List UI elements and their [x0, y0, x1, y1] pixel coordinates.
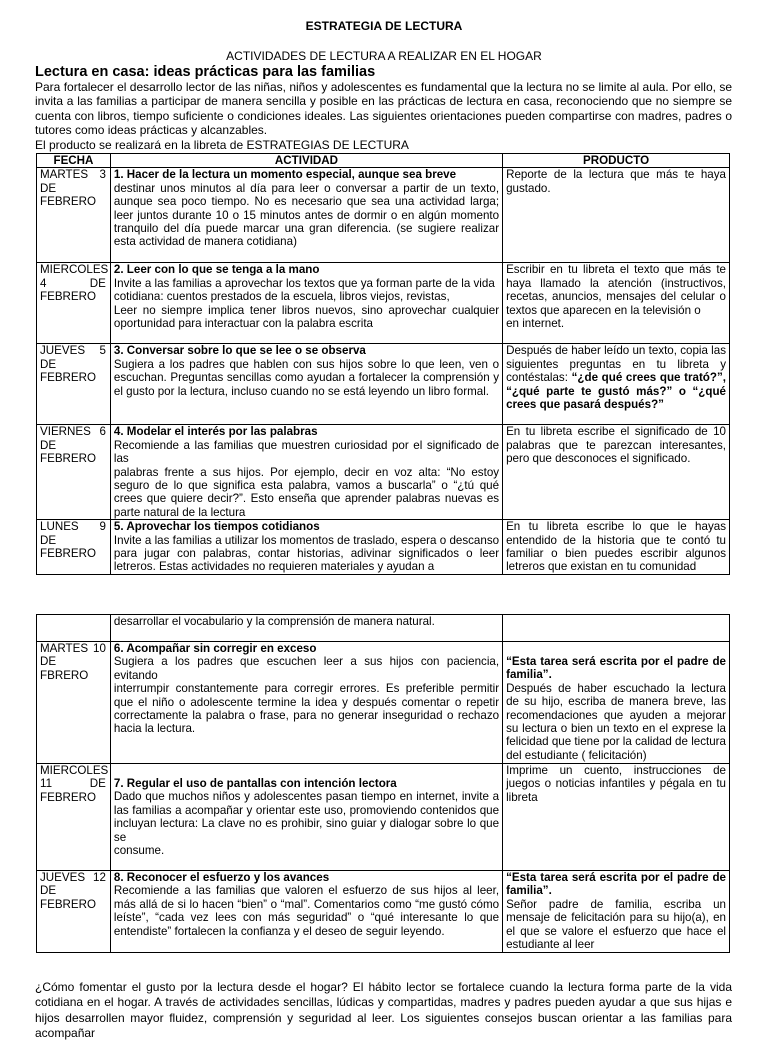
row-date: VIERNES 6 DE FEBRERO [37, 425, 111, 520]
activity-title: 7. Regular el uso de pantallas con intención lectora [113, 777, 397, 790]
product-parent-note: “Esta tarea será escrita por el padre de familia”. [506, 655, 726, 682]
closing-paragraph: ¿Cómo fomentar el gusto por la lectura desde el hogar? El hábito lector se fortalece cuando la lectura forma parte de la vida cotidiana en el hogar. A través de actividades sencillas, lúdicas y compartidas, madres y padres pueden ayudar a que sus hijas e hijos desarrollen mayor fluidez, comprensión y seguridad al leer. Los siguientes consejos buscan orientar a las familias para acompañar [35, 980, 732, 1040]
activity-title: 6. Acompañar sin corregir en exceso [113, 642, 317, 655]
header-product: PRODUCTO [503, 154, 730, 168]
product-text: Escribir en tu libreta el texto que más te haya llamado la atención (instructivos, recetas, anuncios, mensajes del celular o textos que aparecen en la televisión o [506, 263, 726, 317]
row-activity [110, 168, 502, 263]
table-row [37, 520, 730, 575]
activity-text: consume. [113, 844, 165, 858]
table-row [37, 642, 730, 764]
product-note: El producto se realizará en la libreta de ESTRATEGIAS DE LECTURA [35, 138, 409, 152]
activities-table [36, 153, 730, 575]
document-subtitle: ACTIVIDADES DE LECTURA A REALIZAR EN EL HOGAR [226, 49, 542, 63]
row-date: MARTES 10 DE FBRERO [37, 642, 111, 764]
activity-text: Invite a las familias a utilizar los momentos de traslado, espera o descanso para jugar con palabras, contar historias, adivinar significados o leer letreros. Estas actividades no requieren materiales y ayudan a [113, 533, 500, 574]
row-activity [110, 764, 502, 871]
row-activity [110, 520, 502, 575]
row-activity [110, 425, 502, 520]
row-date: MIERCOLES 11 DE FEBRERO [37, 764, 111, 871]
activity-title: 2. Leer con lo que se tenga a la mano [113, 263, 320, 277]
product-text: Imprime un cuento, instrucciones de juegos o noticias infantiles y pégala en tu libreta [506, 764, 726, 804]
row-date: MIERCOLES 4 DE FEBRERO [37, 263, 111, 344]
section-heading: Lectura en casa: ideas prácticas para las familias [35, 64, 376, 80]
activity-text: Sugiera a los padres que hablen con sus hijos sobre lo que leen, ven o escuchan. Preguntas sencillas como ayudan a fortalecer la comprensión y el gusto por la lectura, incluso cuando no se está leyendo un libro formal. [113, 357, 500, 398]
activity-text: cotidiana: cuentos prestados de la escuela, libros viejos, revistas, [113, 290, 450, 304]
product-text: en internet. [506, 317, 565, 331]
row-date: JUEVES 5 DE FEBRERO [37, 344, 111, 425]
activity-title: 5. Aprovechar los tiempos cotidianos [113, 520, 320, 534]
row-product [503, 615, 730, 642]
document-title: ESTRATEGIA DE LECTURA [305, 19, 463, 33]
row-date: MARTES 3 DE FEBRERO [37, 168, 111, 263]
activity-text: Dado que muchos niños y adolescentes pasan tiempo en internet, invite a las familias a acompañar y orientar este uso, promoviendo contenidos que incluyan lectura: La clave no es prohibir, sino guiar y dialogar sobre lo que se [113, 790, 500, 844]
activity-title: 8. Reconocer el esfuerzo y los avances [113, 871, 330, 884]
row-product [503, 642, 730, 764]
row-product [503, 520, 730, 575]
activity-title: 1. Hacer de la lectura un momento especial, aunque sea breve [113, 168, 457, 182]
row-product [503, 168, 730, 263]
table-row [37, 871, 730, 953]
activity-title: 4. Modelar el interés por las palabras [113, 425, 318, 439]
product-text: Reporte de la lectura que más te haya gustado. [506, 168, 726, 195]
row-product [503, 344, 730, 425]
row-activity [110, 615, 502, 642]
activity-text: destinar unos minutos al día para leer o conversar a partir de un texto, aunque sea poco tiempo. No es necesario que sea una actividad larga; leer juntos durante 10 o 15 minutos antes de dormir o en algún momento tranquilo del día puede marcar una gran diferencia. (se sugiere realizar esta actividad de manera cotidiana) [113, 181, 500, 249]
row-date [37, 615, 111, 642]
table-row [37, 263, 730, 344]
product-questions: “¿de qué crees que trató?”, “¿qué parte te gustó más?” o “¿qué crees que pasará después?” [506, 371, 726, 412]
product-text: En tu libreta escribe el significado de 10 palabras que te parezcan interesantes, pero que desconoces el significado. [506, 425, 726, 466]
header-date: FECHA [37, 154, 111, 168]
product-text: Señor padre de familia, escriba un mensaje de felicitación para su hijo(a), en el que se valore el esfuerzo que hace el estudiante al leer [506, 897, 726, 952]
activity-text: Recomiende a las familias que valoren el esfuerzo de sus hijos al leer, más allá de si lo hacen “bien” o “mal”. Comentarios como “me gustó cómo leíste”, “cada vez lees con más seguridad” o “qué interesante lo que entendiste” fortalecen la confianza y el deseo de seguir leyendo. [113, 884, 500, 938]
product-text: En tu libreta escribe lo que le hayas entendido de la historia que te contó tu familiar o bien puedes escribir algunos letreros que existan en tu comunidad [506, 520, 726, 574]
row-activity [110, 642, 502, 764]
row-date: LUNES 9 DE FEBRERO [37, 520, 111, 575]
row-product [503, 764, 730, 871]
activity-text: Sugiera a los padres que escuchen leer a sus hijos con paciencia, evitando [113, 655, 500, 682]
activity-text: Recomiende a las familias que muestren curiosidad por el significado de las [113, 438, 500, 466]
row-date: JUEVES 12 DE FEBRERO [37, 871, 111, 953]
intro-paragraph: Para fortalecer el desarrollo lector de las niñas, niños y adolescentes es fundamental que la lectura no se limite al aula. Por ello, se invita a las familias a participar de manera sencilla y posible en las prácticas de lectura en casa, reconociendo que no siempre se cuenta con libros, tiempo suficiente o condiciones ideales. Las siguientes orientaciones pueden compartirse con madres, padres o tutores como ideas prácticas y alcanzables. [35, 80, 732, 137]
activity-title: 3. Conversar sobre lo que se lee o se observa [113, 344, 366, 358]
activity-text: Leer no siempre implica tener libros nuevos, sino aprovechar cualquier oportunidad para interactuar con la palabra escrita [113, 303, 500, 331]
table-row [37, 425, 730, 520]
row-product [503, 263, 730, 344]
row-activity [110, 871, 502, 953]
table-row [37, 615, 730, 642]
table-row [37, 764, 730, 871]
header-activity: ACTIVIDAD [110, 154, 502, 168]
row-activity [110, 263, 502, 344]
row-product [503, 871, 730, 953]
product-parent-note: “Esta tarea será escrita por el padre de familia”. [506, 871, 726, 898]
product-text: Después de haber escuchado la lectura de su hijo, escriba de manera breve, las recomendaciones que ayuden a mejorar su lectura o bien un texto en el exprese la felicidad que tiene por la calidad de lectura del estudiante ( felicitación) [506, 681, 726, 762]
activities-table-continued [36, 614, 730, 953]
row-product [503, 425, 730, 520]
product-text: Después de haber leído un texto, copia las siguientes preguntas en tu libreta y contéstalas: [506, 344, 726, 385]
activity-text: Invite a las familias a aprovechar los textos que ya forman parte de la vida [113, 276, 495, 290]
table-header-row [37, 154, 730, 168]
table-row [37, 168, 730, 263]
activity-text: interrumpir constantemente para corregir errores. Es preferible permitir que el niño o adolescente termine la idea y después comentar o repetir correctamente la palabra o frase, para no generar inseguridad o rechazo hacia la lectura. [113, 682, 500, 736]
row-activity [110, 344, 502, 425]
activity-continuation: desarrollar el vocabulario y la comprensión de manera natural. [113, 615, 435, 628]
activity-text: palabras frente a sus hijos. Por ejemplo, decir en voz alta: “No estoy seguro de lo que significa esta palabra, vamos a buscarla” o “¿tú qué crees que quiere decir?”. Esto enseña que aprender palabras nuevas es parte natural de la lectura [113, 465, 500, 519]
table-row [37, 344, 730, 425]
